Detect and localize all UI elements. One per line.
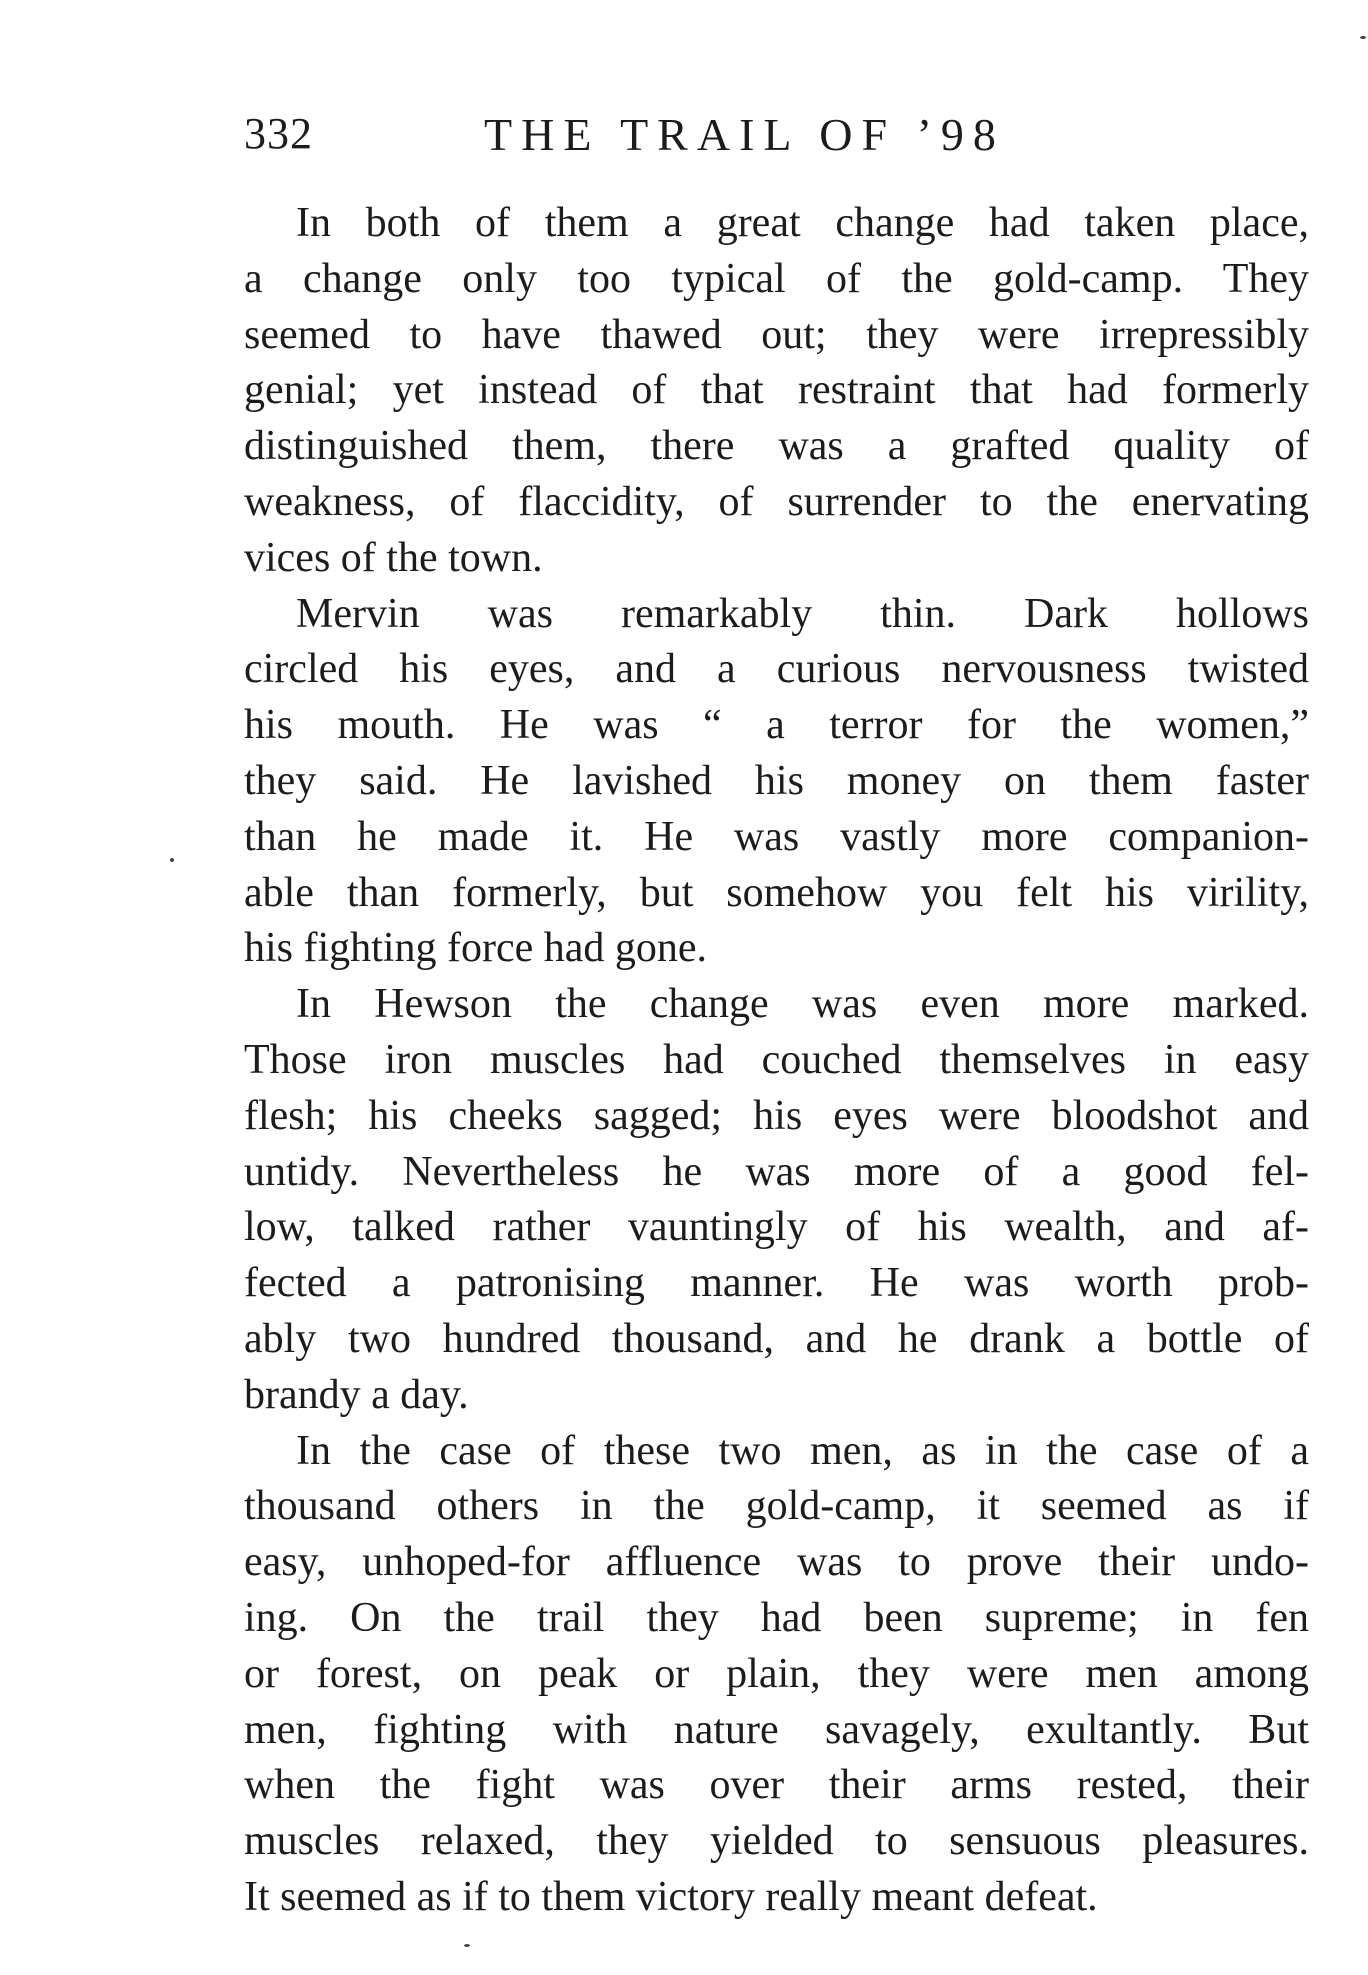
text-line: distinguished them, there was a grafted quality of	[244, 423, 1309, 470]
text-line: brandy a day.	[244, 1371, 469, 1418]
paragraph-1	[244, 196, 1309, 587]
text-line: vices of the town.	[244, 534, 543, 581]
text-line: easy, unhoped-for affluence was to prove their undo-	[244, 1539, 1309, 1586]
text-line: fected a patronising manner. He was worth prob-	[244, 1260, 1309, 1307]
text-line: In the case of these two men, as in the case of a	[296, 1427, 1309, 1474]
text-line: ing. On the trail they had been supreme; in fen	[244, 1594, 1309, 1641]
text-line: In both of them a great change had taken place,	[296, 200, 1309, 246]
page-number: 332	[244, 109, 313, 158]
text-line: muscles relaxed, they yielded to sensuous pleasures.	[244, 1818, 1309, 1865]
text-line: or forest, on peak or plain, they were men among	[244, 1650, 1309, 1697]
text-line: It seemed as if to them victory really meant defeat.	[244, 1873, 1098, 1920]
scan-speck	[464, 1944, 470, 1947]
scan-speck	[170, 858, 174, 862]
text-line: flesh; his cheeks sagged; his eyes were bloodshot and	[244, 1092, 1309, 1139]
text-line: able than formerly, but somehow you felt his virility,	[244, 869, 1309, 916]
text-line: circled his eyes, and a curious nervousness twisted	[244, 646, 1309, 693]
text-line: Those iron muscles had couched themselves in easy	[244, 1036, 1309, 1083]
scan-speck	[1360, 36, 1366, 39]
paragraph-4	[244, 1424, 1309, 1926]
text-line: seemed to have thawed out; they were irrepressibly	[244, 311, 1309, 358]
text-line: genial; yet instead of that restraint that had formerly	[244, 367, 1309, 414]
text-line: untidy. Nevertheless he was more of a good fel-	[244, 1148, 1309, 1195]
text-line: when the fight was over their arms rested, their	[244, 1762, 1309, 1809]
paragraph-2	[244, 587, 1309, 978]
text-line: weakness, of flaccidity, of surrender to the enervating	[244, 478, 1309, 525]
running-title: THE TRAIL OF ’98	[484, 109, 1005, 160]
text-line: they said. He lavished his money on them faster	[244, 757, 1309, 804]
text-line: his mouth. He was “ a terror for the women,”	[244, 702, 1309, 749]
text-line: a change only too typical of the gold-camp. They	[244, 255, 1309, 302]
running-head	[244, 108, 1304, 168]
text-line: ably two hundred thousand, and he drank a bottle of	[244, 1315, 1309, 1362]
text-line: than he made it. He was vastly more companion-	[244, 813, 1309, 860]
text-line: Mervin was remarkably thin. Dark hollows	[296, 590, 1309, 637]
body-text	[244, 196, 1309, 1926]
text-line: low, talked rather vauntingly of his wealth, and af-	[244, 1204, 1309, 1251]
text-line: thousand others in the gold-camp, it seemed as if	[244, 1483, 1309, 1530]
paragraph-3	[244, 977, 1309, 1423]
text-line: men, fighting with nature savagely, exultantly. But	[244, 1706, 1309, 1753]
text-line: his fighting force had gone.	[244, 925, 708, 972]
text-line: In Hewson the change was even more marked.	[296, 981, 1309, 1028]
